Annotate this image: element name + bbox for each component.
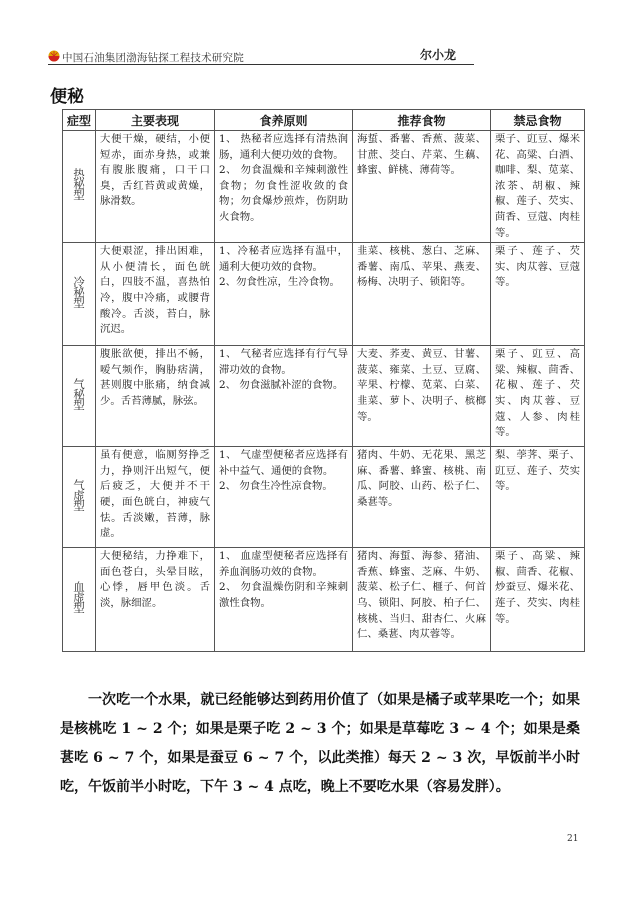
forbidden-cell: 栗子、豇豆、爆米花、高粱、白酒、咖啡、梨、苋菜、浓茶、胡椒、辣椒、莲子、芡实、茴香、豆蔻、肉桂等。 (491, 131, 585, 243)
type-label: 气秘型 (72, 377, 86, 410)
page-title: 便秘 (50, 87, 84, 107)
type-label: 血虚型 (72, 581, 86, 613)
principle-item: 2、勿食性凉，生冷食物。 (219, 276, 340, 289)
type-label: 冷秘型 (72, 275, 86, 308)
principle-item: 1、 热秘者应选择有清热润肠，通利大便功效的食物。 (219, 133, 348, 161)
principles-cell (215, 131, 353, 243)
forbidden-cell: 栗子、莲子、芡实、肉苁蓉、豆蔻等。 (491, 243, 585, 346)
type-cell (63, 346, 96, 447)
petrochina-logo-icon (48, 50, 60, 62)
principle-item: 1、 气秘者应选择有行气导滞功效的食物。 (219, 348, 348, 376)
principles-cell (215, 447, 353, 548)
forbidden-cell: 梨、荸荠、栗子、豇豆、莲子、芡实等。 (491, 447, 585, 548)
table-row (63, 548, 585, 652)
forbidden-cell: 栗子、高粱、辣椒、茴香、花椒、炒蚕豆、爆米花、莲子、芡实、肉桂等。 (491, 548, 585, 652)
principle-item: 2、 勿食温燥和辛辣刺激性食物；勿食性涩收敛的食物；勿食爆炒煎炸，伤阴助火食物。 (219, 164, 348, 223)
page-number: 21 (567, 834, 579, 844)
type-label: 气虚型 (72, 478, 86, 511)
recommended-cell: 大麦、荞麦、黄豆、甘薯、菠菜、雍菜、土豆、豆腐、苹果、柠檬、苋菜、白菜、韭菜、萝卜、决明子、槟榔等。 (353, 346, 491, 447)
symptoms-cell: 大便干燥，硬结，小便短赤，面赤身热，或兼有腹胀腹痛，口干口臭，舌红苔黄或黄燥，脉滑数。 (96, 131, 215, 243)
principle-item: 2、 勿食滋腻补涩的食物。 (219, 379, 344, 392)
recommended-cell: 海蜇、番薯、香蕉、菠菜、甘蔗、茭白、芹菜、生藕、蜂蜜、鲜桃、薄荷等。 (353, 131, 491, 243)
organization-name: 中国石油集团渤海钻探工程技术研究院 (62, 52, 244, 64)
principles-cell (215, 346, 353, 447)
column-header-type: 症型 (63, 110, 96, 131)
column-header-forbidden: 禁忌食物 (491, 110, 585, 131)
table-row (63, 447, 585, 548)
type-label: 热秘型 (72, 168, 86, 200)
type-cell (63, 131, 96, 243)
constipation-diet-table (62, 109, 585, 652)
principles-cell (215, 243, 353, 346)
author-name: 尔小龙 (420, 48, 457, 62)
table-row (63, 346, 585, 447)
column-header-recommended: 推荐食物 (353, 110, 491, 131)
principle-item: 1、 气虚型便秘者应选择有补中益气、通便的食物。 (219, 449, 348, 477)
recommended-cell: 猪肉、海蜇、海参、猪油、香蕉、蜂蜜、芝麻、牛奶、菠菜、松子仁、榧子、何首乌、锁阳、阿胶、柏子仁、核桃、当归、甜杏仁、火麻仁、桑葚、肉苁蓉等。 (353, 548, 491, 652)
type-cell (63, 447, 96, 548)
principle-item: 2、 勿食温燥伤阴和辛辣刺激性食物。 (219, 581, 348, 609)
type-cell (63, 243, 96, 346)
symptoms-cell: 大便秘结，力挣难下，面色苍白，头晕目眩，心悸，唇甲色淡。舌淡，脉细涩。 (96, 548, 215, 652)
table-row (63, 131, 585, 243)
principle-item: 1、 血虚型便秘者应选择有养血润肠功效的食物。 (219, 550, 348, 578)
type-cell (63, 548, 96, 652)
symptoms-cell: 腹胀欲便，排出不畅，嗳气频作，胸胁痞满，甚则腹中胀痛，纳食减少。舌苔薄腻，脉弦。 (96, 346, 215, 447)
forbidden-cell: 栗子、豇豆、高粱、辣椒、茴香、花椒、莲子、芡实、肉苁蓉、豆蔻、人参、肉桂等。 (491, 346, 585, 447)
page-header (48, 46, 474, 66)
header-divider (48, 64, 474, 65)
recommended-cell: 韭菜、核桃、葱白、芝麻、番薯、南瓜、苹果、燕麦、杨梅、决明子、锁阳等。 (353, 243, 491, 346)
symptoms-cell: 虽有便意，临厕努挣乏力，挣则汗出短气，便后疲乏，大便并不干硬，面色㿠白，神疲气怯。舌淡嫩，苔薄，脉虚。 (96, 447, 215, 548)
column-header-principles: 食养原则 (215, 110, 353, 131)
fruit-advice-paragraph: 一次吃一个水果，就已经能够达到药用价值了（如果是橘子或苹果吃一个；如果是核桃吃 1 ~ 2 个；如果是栗子吃 2 ~ 3 个；如果是草莓吃 3 ~ 4 个；如果是桑葚吃 6 ~ 7 个，如果是蚕豆 6 ~ 7 个，以此类推）每天 2 ~ 3 次，早饭前半小时吃，午饭前半小时吃，下午 3 ~ 4 点吃，晚上不要吃水果（容易发胖）。 (60, 692, 580, 795)
table-header-row (63, 110, 585, 131)
recommended-cell: 猪肉、牛奶、无花果、黑芝麻、番薯、蜂蜜、核桃、南瓜、阿胶、山药、松子仁、桑葚等。 (353, 447, 491, 548)
table-row (63, 243, 585, 346)
symptoms-cell: 大便艰涩，排出困难，从小便清长，面色㿠白，四肢不温，喜热怕冷，腹中冷痛，或腰背酸冷。舌淡，苔白，脉沉迟。 (96, 243, 215, 346)
principle-item: 2、 勿食生冷性凉食物。 (219, 480, 333, 493)
column-header-symptoms: 主要表现 (96, 110, 215, 131)
principles-cell (215, 548, 353, 652)
principle-item: 1、冷秘者应选择有温中，通利大便功效的食物。 (219, 245, 348, 273)
